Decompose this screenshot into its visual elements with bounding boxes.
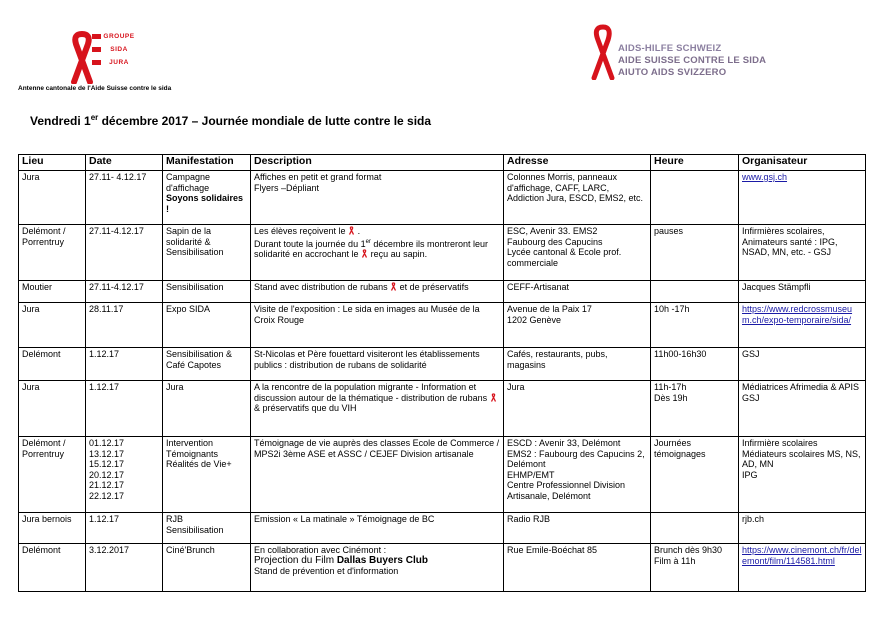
cell-manifestation: Campagne d'affichage Soyons solidaires ! [163,171,251,225]
cell-organisateur [739,544,866,592]
cell-date: 27.11-4.12.17 [86,281,163,303]
antenne-caption: Antenne cantonale de l'Aide Suisse contre le sida [18,85,172,92]
table-row [19,513,866,544]
cell-organisateur: Médiatrices Afrimedia & APIS GSJ [739,381,866,437]
cell-manifestation: Ciné'Brunch [163,544,251,592]
table-row [19,171,866,225]
cell-description: A la rencontre de la population migrante - Information et discussion autour de la thématique - distribution de rubans & préservatifs que du VIH [251,381,504,437]
cell-manifestation: Sensibilisation & Café Capotes [163,348,251,381]
cell-organisateur: GSJ [739,348,866,381]
page-title: Vendredi 1er décembre 2017 – Journée mondiale de lutte contre le sida [30,113,432,128]
cell-organisateur: Infirmières scolaires, Animateurs santé : IPG, NSAD, MN, etc. - GSJ [739,225,866,281]
gsj-logo [58,30,208,92]
ribbon-icon [390,282,397,291]
table-row [19,225,866,281]
cell-description: Visite de l'exposition : Le sida en images au Musée de la Croix Rouge [251,303,504,348]
cell-organisateur: rjb.ch [739,513,866,544]
cell-adresse: Rue Emile-Boéchat 85 [504,544,651,592]
cell-adresse: CEFF-Artisanat [504,281,651,303]
cell-heure [651,513,739,544]
cell-manifestation: Sapin de la solidarité & Sensibilisation [163,225,251,281]
cell-description: Les élèves reçoivent le . Durant toute la journée du 1er décembre ils montreront leur solidarité en accrochant le reçu au sapin. [251,225,504,281]
cell-description: Stand avec distribution de rubans et de préservatifs [251,281,504,303]
table-row [19,281,866,303]
gsj-wordmark: GROUPE SIDA JURA [103,33,135,66]
redcross-museum-link[interactable]: https://www.redcrossmuseum.ch/expo-temporaire/sida/ [742,304,853,325]
col-header-date: Date [86,155,163,171]
aids-hilfe-wordmark: AIDS-HILFE SCHWEIZ AIDE SUISSE CONTRE LE SIDA AIUTO AIDS SVIZZERO [618,43,767,78]
col-header-lieu: Lieu [19,155,86,171]
col-header-organisateur: Organisateur [739,155,866,171]
cell-adresse: Jura [504,381,651,437]
cell-heure: pauses [651,225,739,281]
cell-description: Emission « La matinale » Témoignage de BC [251,513,504,544]
cell-organisateur [739,171,866,225]
cell-description: Témoignage de vie auprès des classes Ecole de Commerce / MPS2i 3ème ASE et ASSC / CEJEF Division artisanale [251,437,504,513]
table-header-row [19,155,866,171]
cell-heure: 11h-17h Dès 19h [651,381,739,437]
cell-adresse: Colonnes Morris, panneaux d'affichage, CAFF, LARC, Addiction Jura, ESCD, EMS2, etc. [504,171,651,225]
cinemont-link[interactable]: https://www.cinemont.ch/fr/delemont/film/114581.html [742,545,862,566]
cell-heure: Journées témoignages [651,437,739,513]
table-row [19,303,866,348]
cell-description: St-Nicolas et Père fouettard visiteront les établissements publics : distribution de rubans de solidarité [251,348,504,381]
cell-adresse: Cafés, restaurants, pubs, magasins [504,348,651,381]
cell-lieu: Jura [19,381,86,437]
cell-adresse: Avenue de la Paix 17 1202 Genève [504,303,651,348]
cell-adresse: Radio RJB [504,513,651,544]
cell-date: 27.11-4.12.17 [86,225,163,281]
cell-manifestation: Expo SIDA [163,303,251,348]
cell-description: Affiches en petit et grand format Flyers –Dépliant [251,171,504,225]
cell-date: 27.11- 4.12.17 [86,171,163,225]
cell-lieu: Delémont [19,348,86,381]
cell-lieu: Delémont / Porrentruy [19,437,86,513]
cell-adresse: ESC, Avenir 33. EMS2 Faubourg des Capucins Lycée cantonal & Ecole prof. commerciale [504,225,651,281]
table-row [19,544,866,592]
cell-date: 01.12.17 13.12.17 15.12.17 20.12.17 21.12.17 22.12.17 [86,437,163,513]
cell-lieu: Delémont [19,544,86,592]
col-header-description: Description [251,155,504,171]
cell-description: En collaboration avec Cinémont : Projection du Film Dallas Buyers Club Stand de prévention et d'information [251,544,504,592]
cell-manifestation: Sensibilisation [163,281,251,303]
cell-lieu: Jura [19,171,86,225]
ribbon-icon [348,226,355,235]
red-ribbon-icon [586,24,620,80]
table-row [19,348,866,381]
table-row [19,381,866,437]
cell-heure: 10h -17h [651,303,739,348]
table-row [19,437,866,513]
events-table [18,154,866,592]
gsj-link[interactable]: www.gsj.ch [742,172,788,182]
cell-manifestation: Jura [163,381,251,437]
cell-manifestation: RJB Sensibilisation [163,513,251,544]
cell-adresse: ESCD : Avenir 33, Delémont EMS2 : Faubourg des Capucins 2, Delémont EHMP/EMT Centre Professionnel Division Artisanale, Delémont [504,437,651,513]
cell-heure: Brunch dès 9h30 Film à 11h [651,544,739,592]
col-header-manifestation: Manifestation [163,155,251,171]
cell-date: 3.12.2017 [86,544,163,592]
cell-lieu: Moutier [19,281,86,303]
ribbon-icon [361,249,368,258]
cell-heure [651,281,739,303]
cell-date: 28.11.17 [86,303,163,348]
cell-heure [651,171,739,225]
cell-organisateur: Jacques Stämpfli [739,281,866,303]
cell-date: 1.12.17 [86,513,163,544]
cell-manifestation: Intervention Témoignants Réalités de Vie+ [163,437,251,513]
cell-lieu: Delémont / Porrentruy [19,225,86,281]
aids-hilfe-logo [586,24,776,84]
cell-date: 1.12.17 [86,348,163,381]
cell-lieu: Jura [19,303,86,348]
cell-date: 1.12.17 [86,381,163,437]
cell-lieu: Jura bernois [19,513,86,544]
cell-organisateur: Infirmière scolaires Médiateurs scolaires MS, NS, AD, MN IPG [739,437,866,513]
cell-organisateur [739,303,866,348]
ribbon-icon [490,393,497,402]
red-ribbon-icon [58,30,106,84]
col-header-adresse: Adresse [504,155,651,171]
col-header-heure: Heure [651,155,739,171]
cell-heure: 11h00-16h30 [651,348,739,381]
